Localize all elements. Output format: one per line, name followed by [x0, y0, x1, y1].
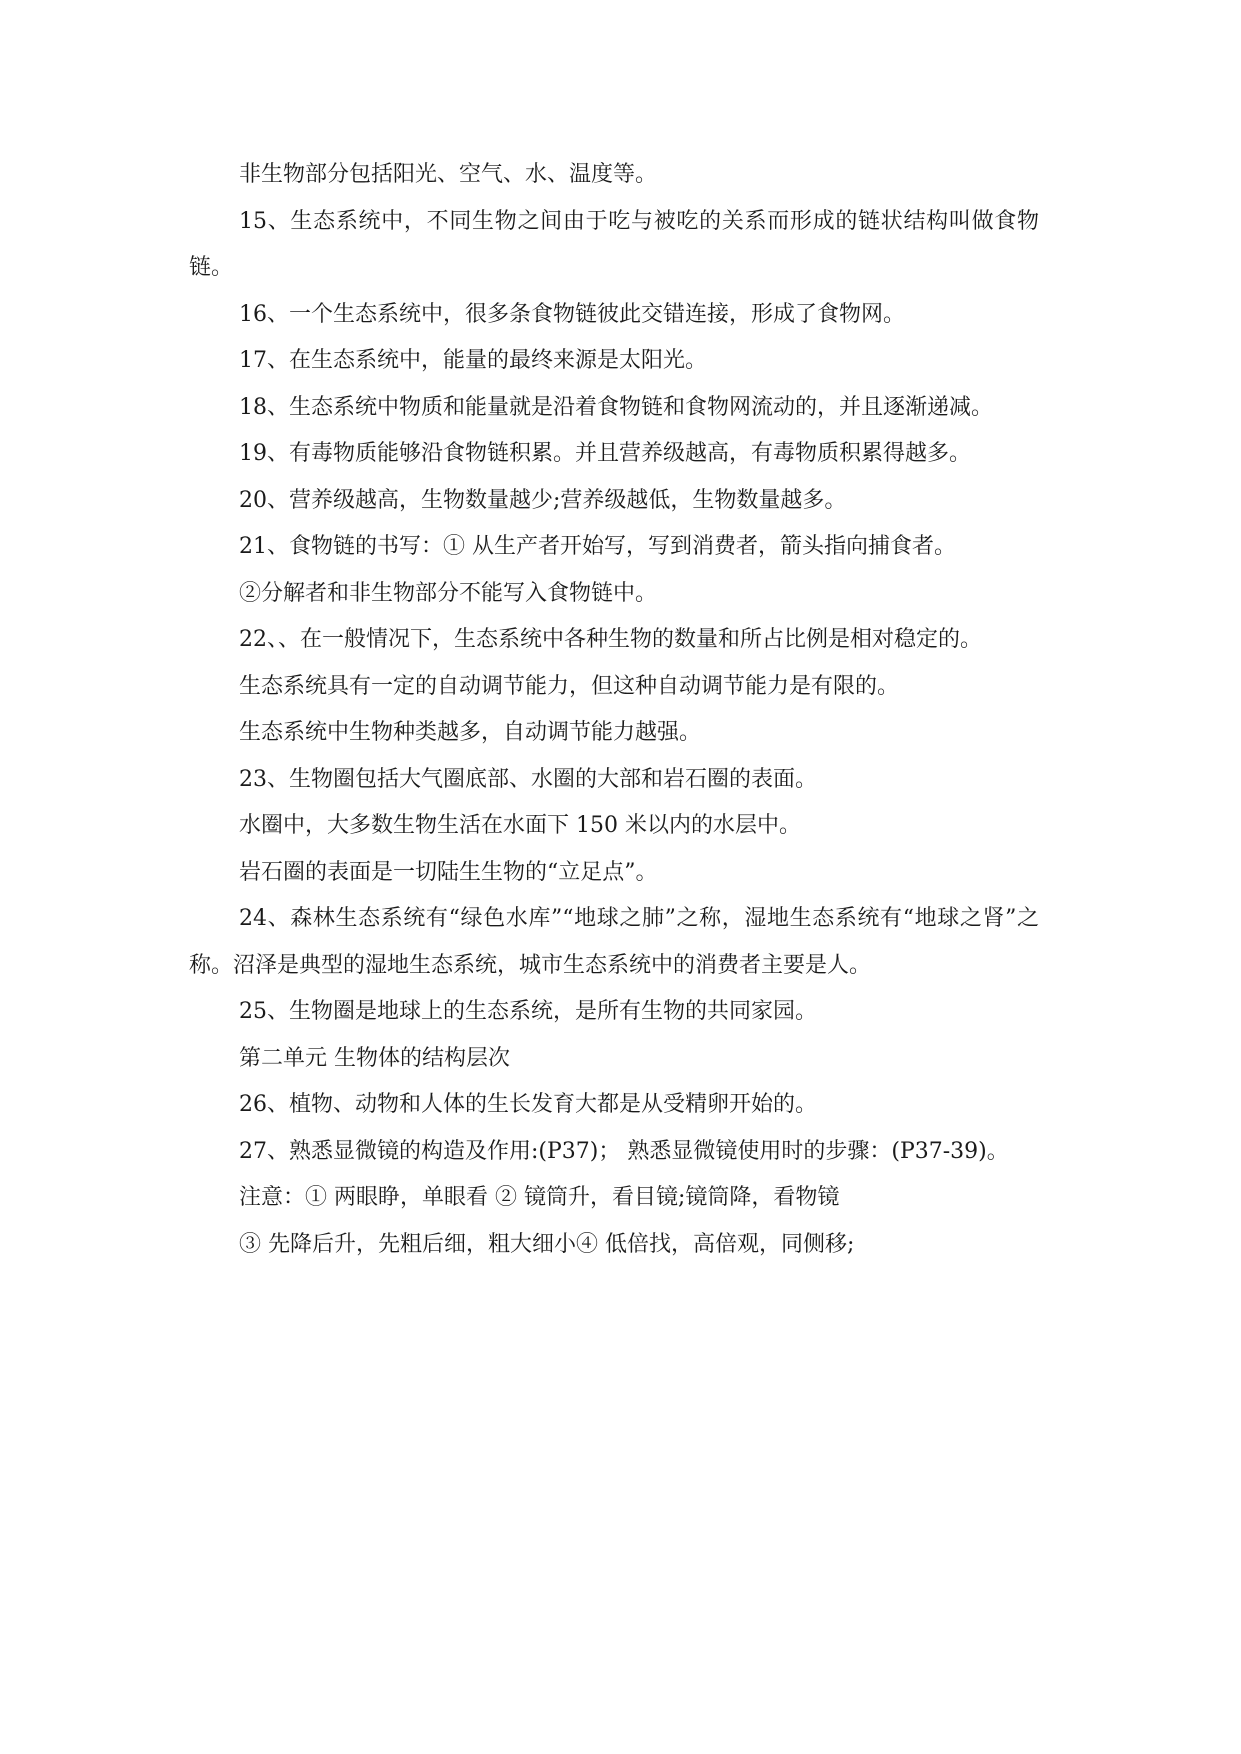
section-heading-unit-2: 第二单元 生物体的结构层次 — [239, 1045, 510, 1071]
paragraph-26-fertilized-egg: 26、植物、动物和人体的生长发育大都是从受精卵开始的。 — [239, 1092, 817, 1117]
paragraph-25-home: 25、生物圈是地球上的生态系统，是所有生物的共同家园。 — [239, 999, 817, 1024]
paragraph-species-diversity: 生态系统中生物种类越多，自动调节能力越强。 — [239, 720, 702, 745]
paragraph-microscope-notes-1: 注意：① 两眼睁，单眼看 ② 镜筒升，看目镜;镜筒降，看物镜 — [239, 1185, 840, 1210]
paragraph-20-trophic-level: 20、营养级越高，生物数量越少;营养级越低，生物数量越多。 — [239, 487, 847, 513]
paragraph-nonliving-factors: 非生物部分包括阳光、空气、水、温度等。 — [239, 162, 658, 187]
document-body — [189, 152, 1039, 1268]
paragraph-16-food-web: 16、一个生态系统中，很多条食物链彼此交错连接，形成了食物网。 — [239, 301, 905, 327]
paragraph-18-energy-flow: 18、生态系统中物质和能量就是沿着食物链和食物网流动的，并且逐渐递减。 — [239, 394, 993, 420]
paragraph-24-ecosystems: 24、森林生态系统有“绿色水库”“地球之肺”之称，湿地生态系统有“地球之肾”之称。沼泽是典型的湿地生态系统，城市生态系统中的消费者主要是人。 — [189, 906, 1039, 978]
paragraph-microscope-notes-2: ③ 先降后升，先粗后细，粗大细小④ 低倍找，高倍观，同侧移; — [239, 1231, 855, 1257]
paragraph-19-toxin-accumulation: 19、有毒物质能够沿食物链积累。并且营养级越高，有毒物质积累得越多。 — [239, 441, 971, 466]
paragraph-15-food-chain: 15、生态系统中，不同生物之间由于吃与被吃的关系而形成的链状结构叫做食物链。 — [189, 208, 1039, 280]
paragraph-21-note: ②分解者和非生物部分不能写入食物链中。 — [239, 580, 658, 606]
paragraph-17-energy-source: 17、在生态系统中，能量的最终来源是太阳光。 — [239, 348, 707, 373]
paragraph-lithosphere: 岩石圈的表面是一切陆生生物的“立足点”。 — [239, 859, 658, 885]
paragraph-21-food-chain-writing: 21、食物链的书写：① 从生产者开始写，写到消费者，箭头指向捕食者。 — [239, 534, 956, 559]
paragraph-self-regulation: 生态系统具有一定的自动调节能力，但这种自动调节能力是有限的。 — [239, 673, 900, 699]
paragraph-22-stability: 22、、在一般情况下，生态系统中各种生物的数量和所占比例是相对稳定的。 — [239, 627, 982, 652]
paragraph-hydrosphere: 水圈中，大多数生物生活在水面下 150 米以内的水层中。 — [239, 813, 801, 838]
paragraph-27-microscope: 27、熟悉显微镜的构造及作用:(P37)； 熟悉显微镜使用时的步骤：(P37-39)。 — [239, 1138, 1009, 1164]
paragraph-23-biosphere: 23、生物圈包括大气圈底部、水圈的大部和岩石圈的表面。 — [239, 766, 817, 792]
